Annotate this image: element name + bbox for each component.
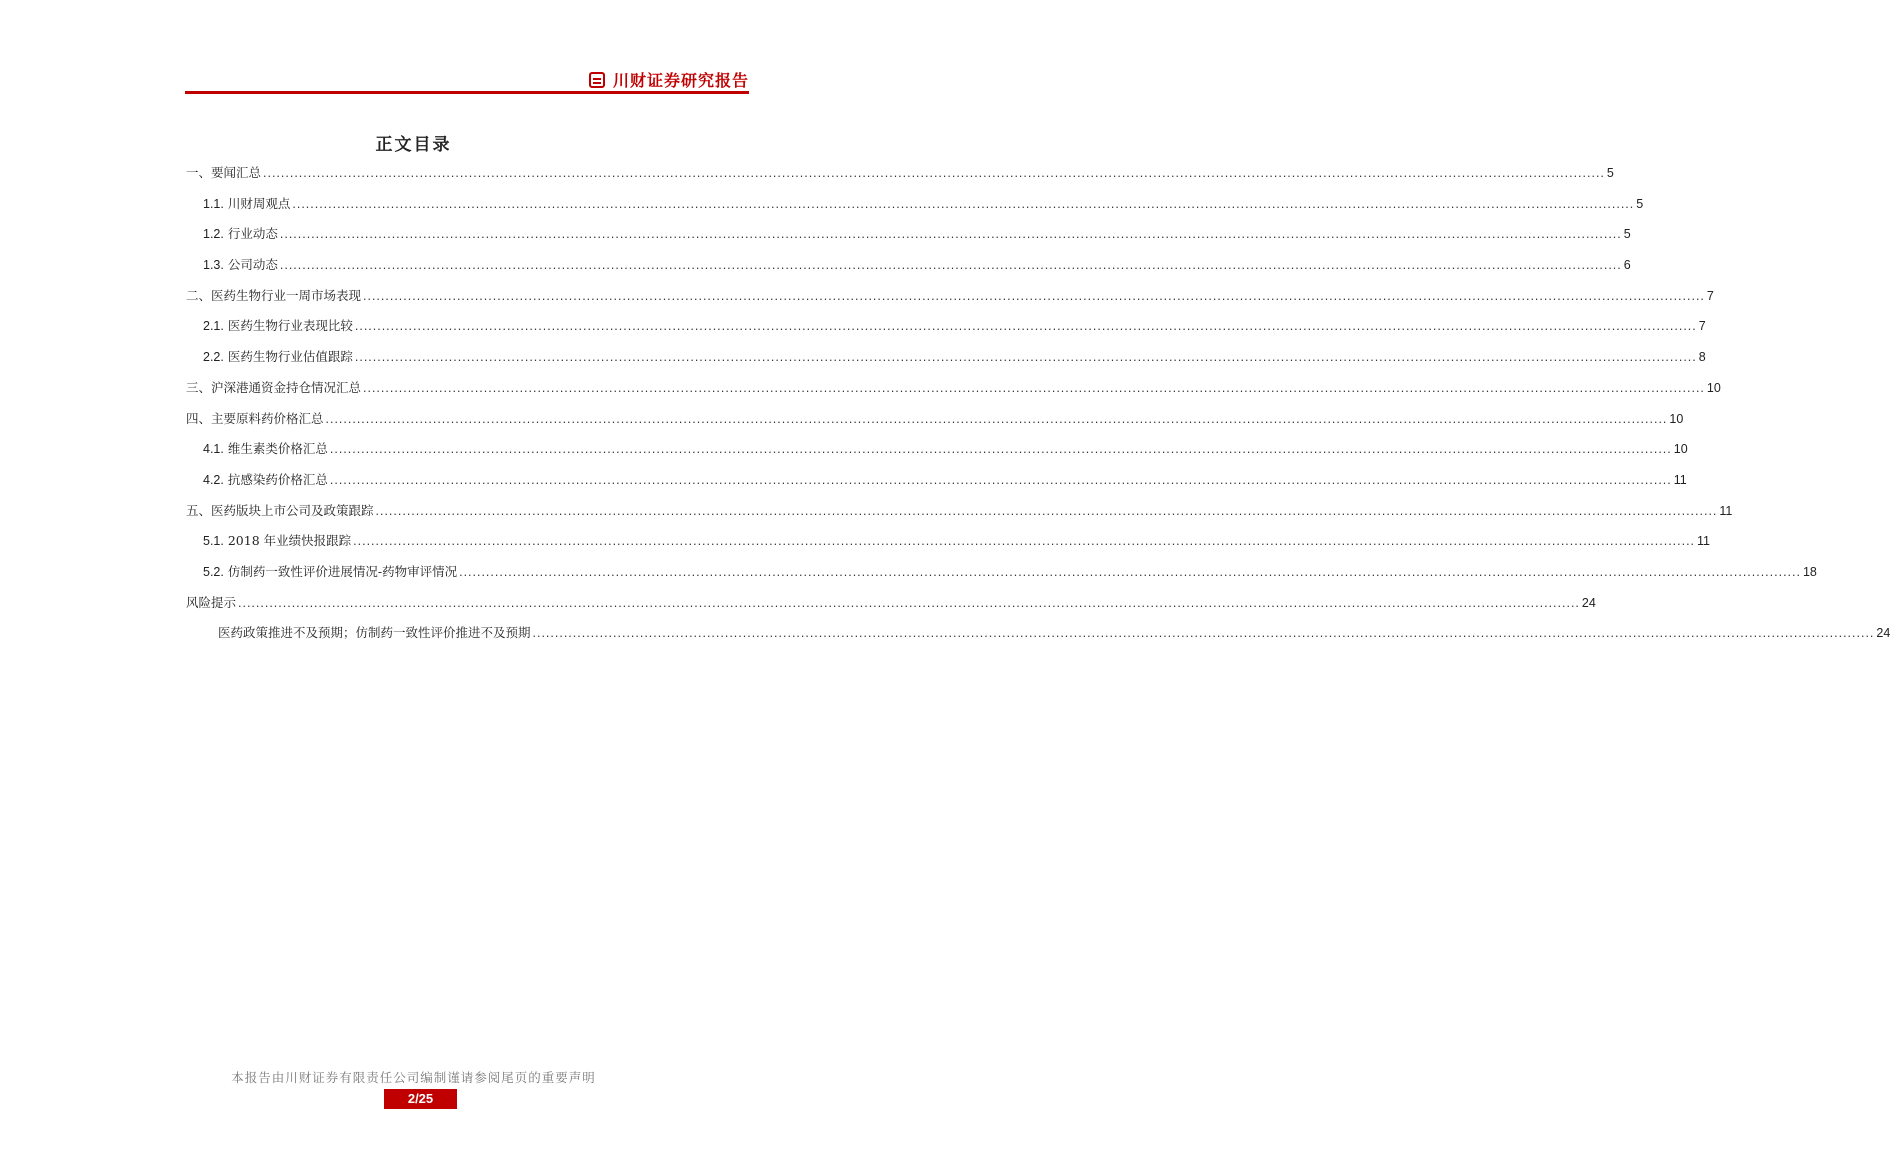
toc-entry-page: 7 (1698, 319, 1706, 334)
toc-entry[interactable] (186, 622, 1890, 653)
toc-entry-label: 抗感染药价格汇总 (227, 471, 328, 487)
toc-dot-leader: ............................................................................................................................................................................................................................................................................................................ (353, 534, 1696, 549)
toc-entry-label: 行业动态 (227, 226, 278, 242)
toc-entry-label: 维生素类价格汇总 (227, 441, 328, 457)
toc-entry-label: 一、要闻汇总 (186, 165, 262, 180)
toc-entry[interactable] (186, 285, 1714, 316)
toc-entry-number: 1.2. (203, 227, 224, 242)
toc-entry-page: 6 (1623, 258, 1631, 273)
toc-entry-label: 2018 年业绩快报跟踪 (227, 533, 352, 549)
toc-dot-leader: ............................................................................................................................................................................................................................................................................................................ (292, 196, 1635, 211)
toc-entry-label: 医药政策推进不及预期；仿制药一致性评价推进不及预期 (218, 625, 531, 641)
toc-entry-page: 10 (1706, 380, 1721, 395)
toc-dot-leader: ............................................................................................................................................................................................................................................................................................................ (279, 258, 1622, 273)
toc-title: 正文目录 (375, 135, 452, 155)
toc-entry[interactable] (186, 438, 1688, 469)
toc-entry-number: 2.1. (203, 319, 224, 334)
toc-dot-leader: ............................................................................................................................................................................................................................................................................................................ (375, 503, 1718, 518)
toc-entry-label: 三、沪深港通资金持仓情况汇总 (186, 379, 362, 395)
toc-entry-label: 医药生物行业估值跟踪 (227, 349, 353, 365)
toc-dot-leader: ............................................................................................................................................................................................................................................................................................................ (354, 350, 1697, 365)
toc-entry-label: 风险提示 (186, 594, 237, 610)
toc-entry-page: 5 (1606, 166, 1614, 180)
toc-entry[interactable] (186, 162, 1614, 193)
toc-dot-leader: ............................................................................................................................................................................................................................................................................................................ (238, 595, 1580, 610)
chuancai-logo-icon (589, 72, 605, 88)
toc-dot-leader: ............................................................................................................................................................................................................................................................................................................ (459, 564, 1801, 579)
table-of-contents (186, 162, 1890, 653)
toc-entry-page: 11 (1673, 472, 1687, 487)
toc-entry-page: 10 (1673, 442, 1688, 457)
toc-entry-number: 1.3. (203, 258, 224, 273)
toc-entry[interactable] (186, 592, 1596, 623)
toc-entry-number: 1.1. (203, 196, 224, 211)
page-header (185, 64, 749, 96)
toc-dot-leader: ............................................................................................................................................................................................................................................................................................................ (329, 442, 1672, 457)
toc-dot-leader: ............................................................................................................................................................................................................................................................................................................ (325, 411, 1668, 426)
toc-entry[interactable] (186, 500, 1733, 531)
toc-entry[interactable] (186, 530, 1711, 561)
toc-entry-label: 医药生物行业表现比较 (227, 318, 353, 334)
brand (589, 68, 749, 91)
toc-entry-number: 4.1. (203, 442, 224, 457)
toc-entry-label: 四、主要原料药价格汇总 (186, 410, 324, 426)
toc-entry[interactable] (186, 561, 1817, 592)
toc-entry[interactable] (186, 346, 1706, 377)
brand-text: 川财证券研究报告 (612, 71, 749, 90)
toc-entry-label: 仿制药一致性评价进展情况-药物审评情况 (227, 563, 458, 579)
toc-dot-leader: ............................................................................................................................................................................................................................................................................................................ (363, 380, 1705, 395)
toc-entry-page: 24 (1876, 626, 1890, 641)
toc-entry-page: 8 (1698, 350, 1706, 365)
toc-entry-label: 五、医药版块上市公司及政策跟踪 (186, 502, 374, 518)
toc-entry-page: 24 (1581, 595, 1596, 610)
toc-entry[interactable] (186, 315, 1706, 346)
toc-entry[interactable] (186, 254, 1631, 285)
toc-dot-leader: ............................................................................................................................................................................................................................................................................................................ (263, 166, 1605, 180)
toc-entry-page: 18 (1802, 564, 1817, 579)
toc-entry[interactable] (186, 408, 1684, 439)
toc-entry-number: 4.2. (203, 472, 224, 487)
toc-dot-leader: ............................................................................................................................................................................................................................................................................................................ (363, 288, 1705, 303)
toc-entry-page: 11 (1697, 534, 1711, 549)
toc-dot-leader: ............................................................................................................................................................................................................................................................................................................ (354, 319, 1697, 334)
toc-entry-number: 2.2. (203, 350, 224, 365)
toc-entry-label: 公司动态 (227, 257, 278, 273)
toc-entry-label: 川财周观点 (227, 195, 291, 211)
toc-entry-page: 5 (1623, 227, 1631, 242)
toc-entry[interactable] (186, 193, 1644, 224)
footer-disclaimer: 本报告由川财证券有限责任公司编制谨请参阅尾页的重要声明 (231, 1070, 596, 1085)
toc-entry-label: 二、医药生物行业一周市场表现 (186, 287, 362, 303)
toc-entry-page: 11 (1719, 503, 1733, 518)
toc-dot-leader: ............................................................................................................................................................................................................................................................................................................ (532, 626, 1875, 641)
toc-dot-leader: ............................................................................................................................................................................................................................................................................................................ (279, 227, 1622, 242)
toc-entry[interactable] (186, 377, 1721, 408)
page-number-badge: 2/25 (384, 1089, 457, 1109)
toc-entry-page: 7 (1706, 288, 1714, 303)
toc-entry-number: 5.2. (203, 564, 224, 579)
toc-entry-page: 5 (1636, 196, 1644, 211)
toc-entry-page: 10 (1669, 411, 1684, 426)
toc-dot-leader: ............................................................................................................................................................................................................................................................................................................ (329, 472, 1672, 487)
toc-entry[interactable] (186, 223, 1631, 254)
toc-entry[interactable] (186, 469, 1687, 500)
toc-entry-number: 5.1. (203, 534, 224, 549)
header-rule (185, 91, 749, 94)
